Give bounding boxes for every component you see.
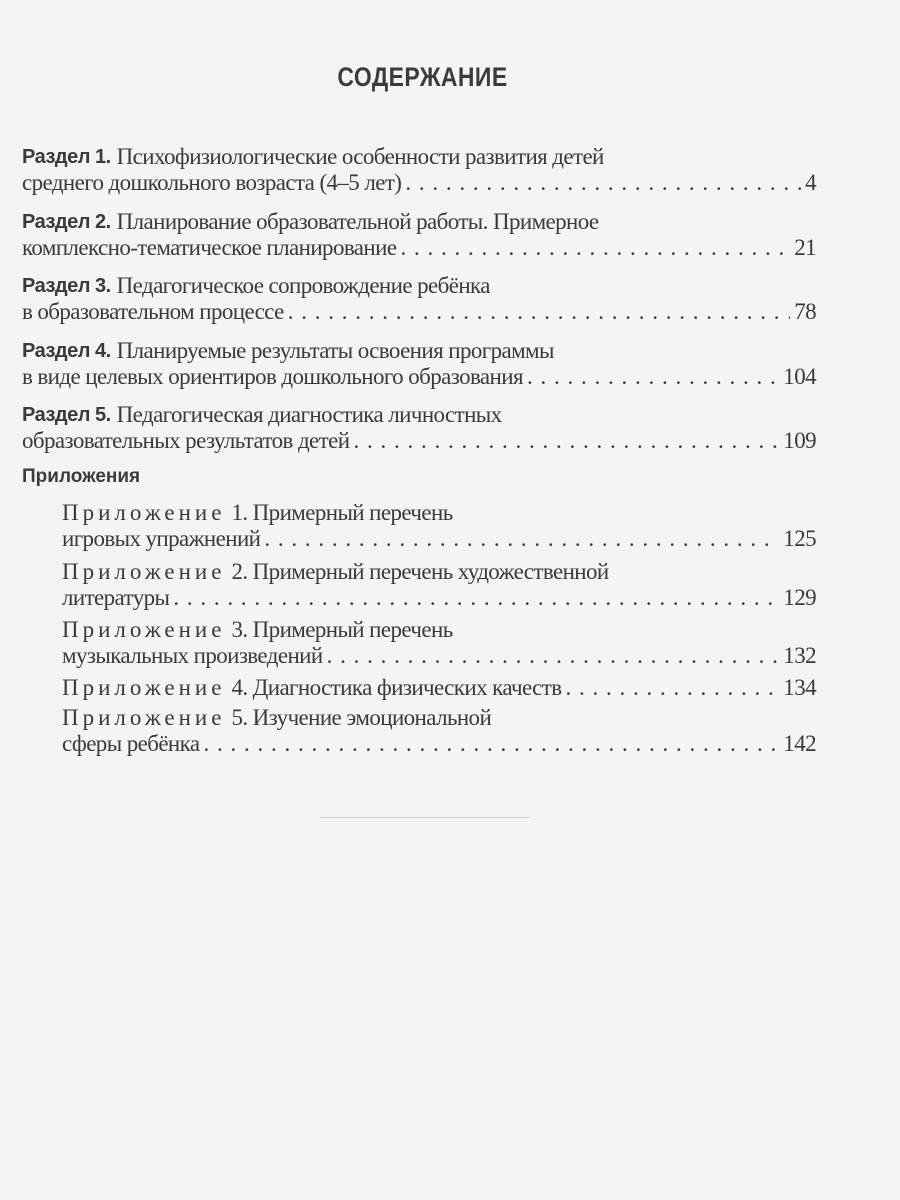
appendix-title-cont: сферы ребёнка bbox=[62, 731, 200, 756]
dot-leader bbox=[405, 170, 801, 196]
toc-entry-section-1[interactable] bbox=[22, 144, 816, 196]
toc-entry-section-3[interactable] bbox=[22, 273, 816, 325]
section-label: Раздел 1. bbox=[22, 146, 111, 168]
page-number: 4 bbox=[805, 170, 816, 195]
page-number: 104 bbox=[783, 364, 816, 389]
page-number: 125 bbox=[783, 526, 816, 551]
divider bbox=[320, 817, 530, 818]
dot-leader bbox=[527, 364, 779, 390]
page-number: 109 bbox=[783, 428, 816, 453]
toc-entry-appendix-3[interactable] bbox=[62, 617, 816, 669]
section-label: Раздел 5. bbox=[22, 404, 111, 426]
appendix-title: 4. Диагностика физических качеств bbox=[231, 675, 562, 700]
dot-leader bbox=[327, 643, 780, 669]
toc-entry-appendix-4[interactable] bbox=[62, 675, 816, 701]
appendix-label: Приложение bbox=[62, 705, 226, 730]
section-title-cont: в образовательном процессе bbox=[22, 299, 284, 324]
appendix-title: 1. Примерный перечень bbox=[231, 500, 453, 525]
dot-leader bbox=[264, 526, 779, 552]
section-label: Раздел 4. bbox=[22, 340, 111, 362]
toc-entry-section-4[interactable] bbox=[22, 338, 816, 390]
appendix-title: 2. Примерный перечень художественной bbox=[231, 559, 609, 584]
section-title: Педагогическая диагностика личностных bbox=[116, 402, 502, 427]
toc-entry-section-5[interactable] bbox=[22, 402, 816, 454]
page-number: 129 bbox=[783, 585, 816, 610]
toc-entry-appendix-2[interactable] bbox=[62, 559, 816, 611]
appendix-label: Приложение bbox=[62, 675, 226, 700]
dot-leader bbox=[203, 731, 779, 757]
appendix-title: 3. Примерный перечень bbox=[231, 617, 453, 642]
appendix-label: Приложение bbox=[62, 559, 226, 584]
section-title-cont: комплексно-тематическое планирование bbox=[22, 235, 397, 260]
toc-entry-appendix-1[interactable] bbox=[62, 500, 816, 552]
page-title: СОДЕРЖАНИЕ bbox=[337, 62, 508, 92]
toc-entry-section-2[interactable] bbox=[22, 209, 816, 261]
dot-leader bbox=[288, 299, 790, 325]
appendix-title-cont: литературы bbox=[62, 585, 170, 610]
appendix-title-cont: игровых упражнений bbox=[62, 526, 261, 551]
section-label: Раздел 3. bbox=[22, 275, 111, 297]
section-label: Раздел 2. bbox=[22, 211, 111, 233]
toc-entry-appendix-5[interactable] bbox=[62, 705, 816, 757]
page-number: 78 bbox=[794, 299, 816, 324]
section-title-cont: в виде целевых ориентиров дошкольного образования bbox=[22, 364, 523, 389]
appendix-title: 5. Изучение эмоциональной bbox=[231, 705, 492, 730]
appendix-title-cont: музыкальных произведений bbox=[62, 643, 323, 668]
section-title-cont: образовательных результатов детей bbox=[22, 428, 350, 453]
appendix-label: Приложение bbox=[62, 617, 226, 642]
appendices-heading: Приложения bbox=[22, 466, 141, 487]
dot-leader bbox=[400, 235, 790, 261]
section-title-cont: среднего дошкольного возраста (4–5 лет) bbox=[22, 170, 402, 195]
page-number: 21 bbox=[794, 235, 816, 260]
dot-leader bbox=[173, 585, 779, 611]
dot-leader bbox=[353, 428, 779, 454]
section-title: Психофизиологические особенности развития детей bbox=[116, 144, 604, 169]
dot-leader bbox=[566, 675, 780, 701]
section-title: Педагогическое сопровождение ребёнка bbox=[116, 273, 490, 298]
page-number: 142 bbox=[783, 731, 816, 756]
appendix-label: Приложение bbox=[62, 500, 226, 525]
page-number: 132 bbox=[783, 643, 816, 668]
page-number: 134 bbox=[783, 675, 816, 700]
section-title: Планирование образовательной работы. Примерное bbox=[116, 209, 599, 234]
section-title: Планируемые результаты освоения программы bbox=[116, 338, 554, 363]
